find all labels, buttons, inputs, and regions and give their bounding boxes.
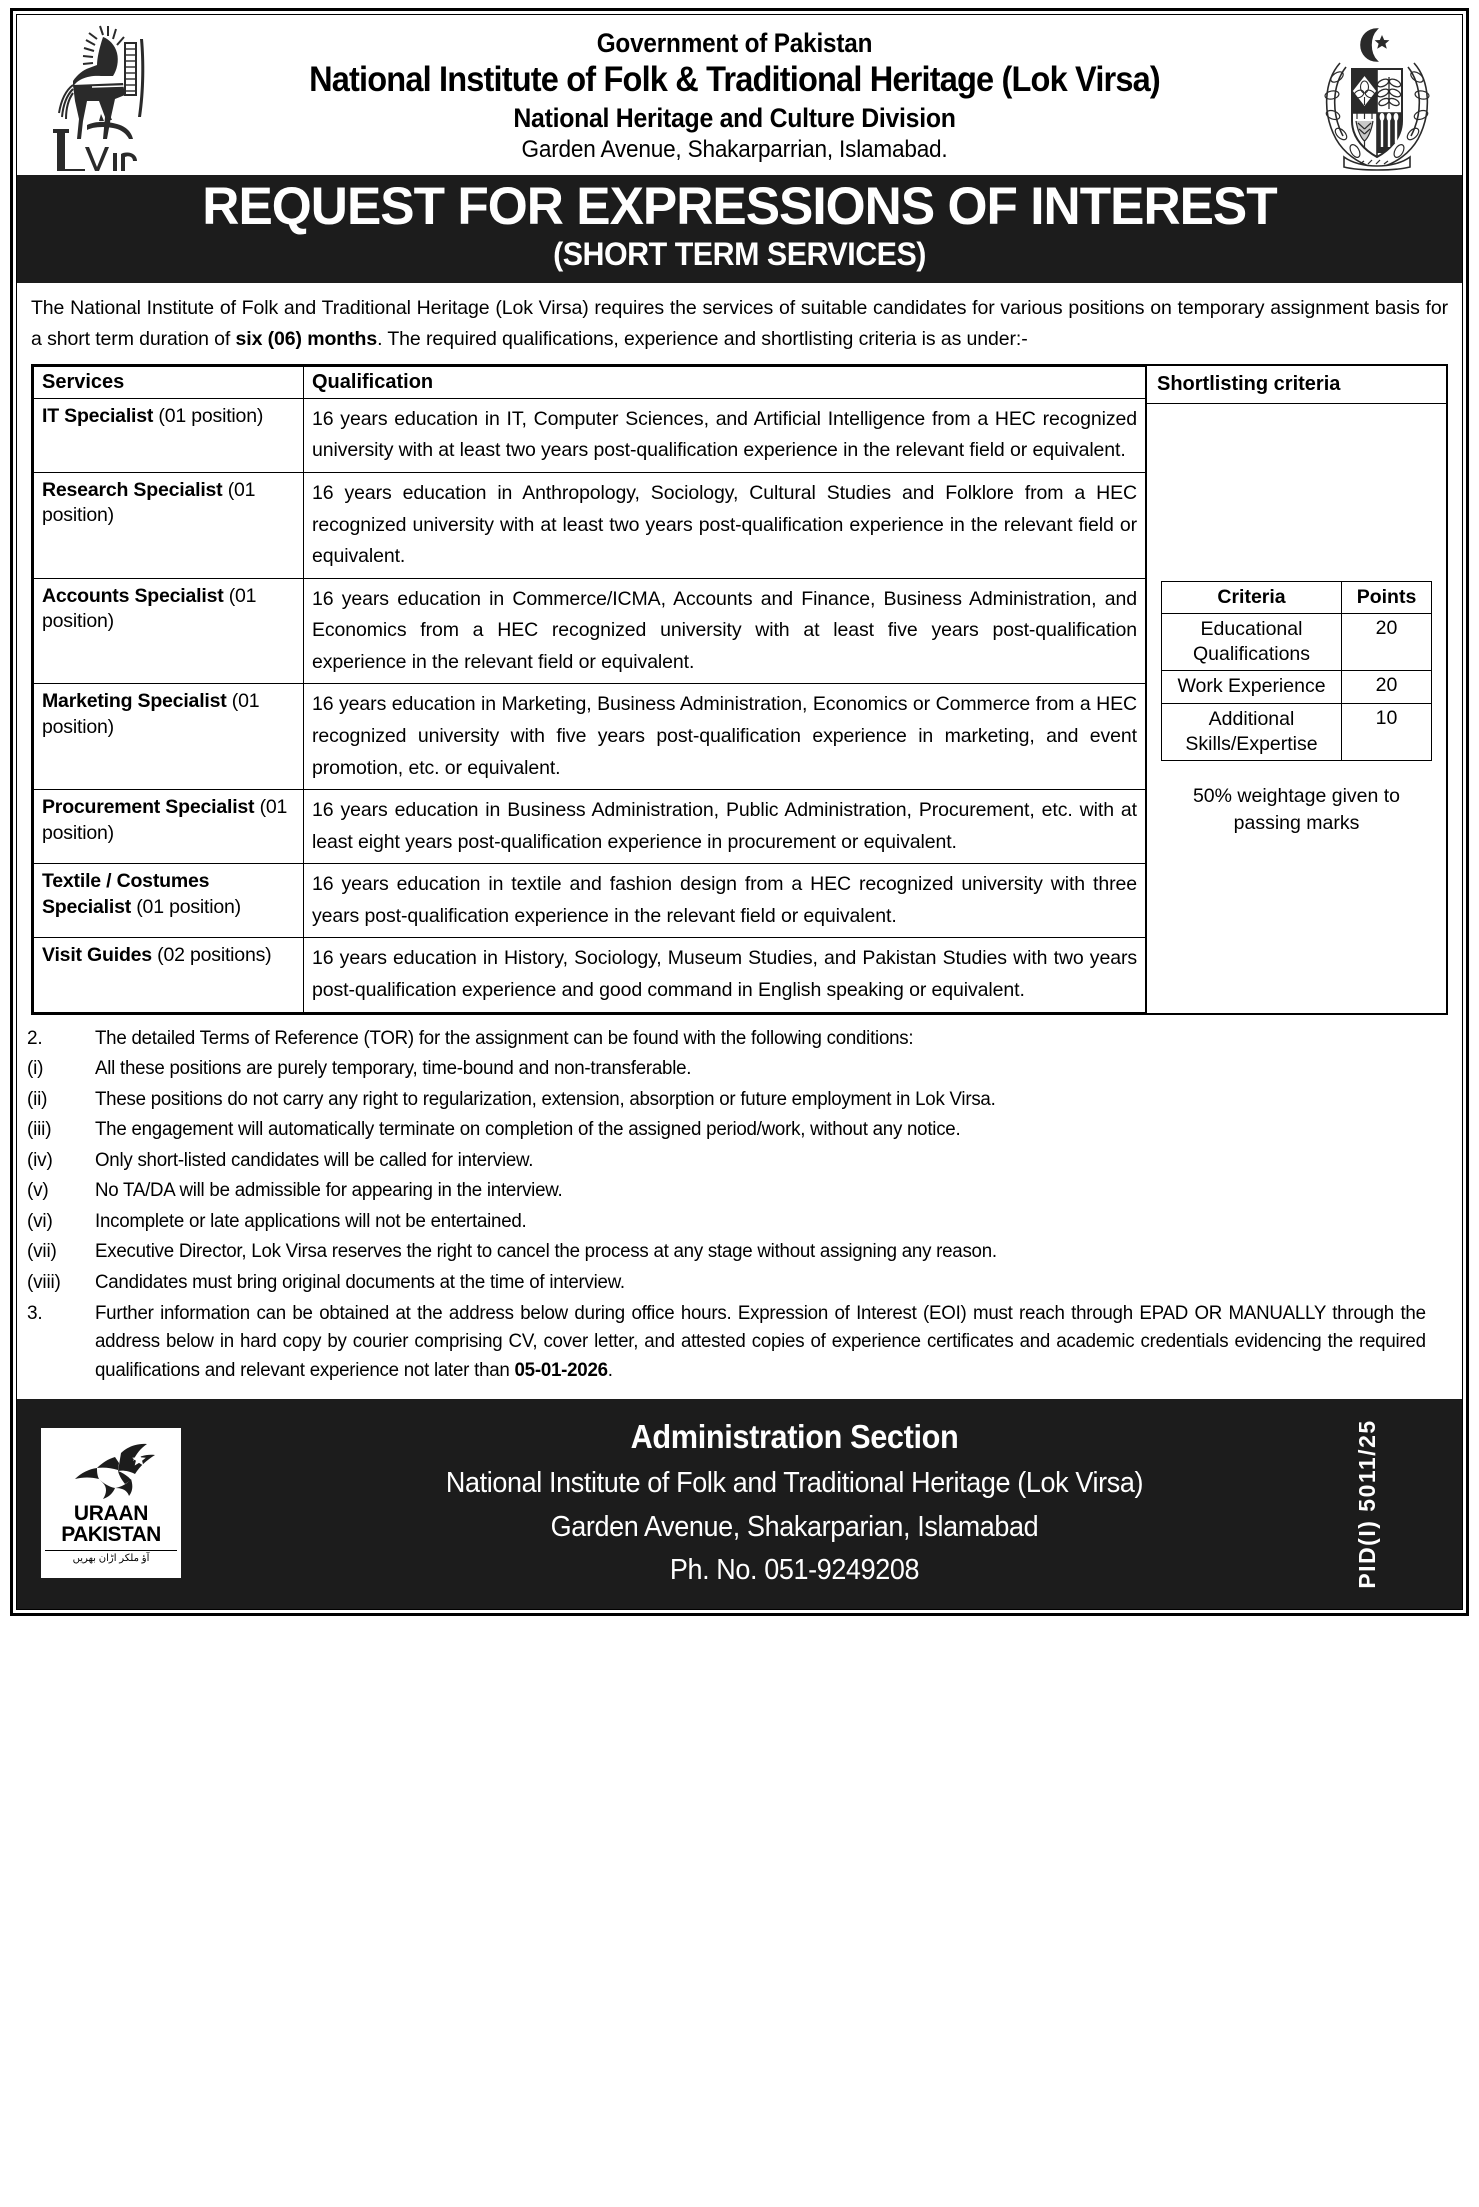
column-header-services: Services [34,366,304,398]
organization-line: National Institute of Folk & Traditional Heritage (Lok Virsa) [309,60,1160,100]
condition-item-iii [27,1116,1446,1144]
qualification-cell: 16 years education in History, Sociology, Museum Studies, and Pakistan Studies with two years post-qualification experience and good command in English speaking or equivalent. [304,938,1146,1012]
service-cell [34,472,304,578]
condition-item-i [27,1055,1446,1083]
footer-contact-block [201,1416,1458,1590]
qualification-cell: 16 years education in Commerce/ICMA, Accounts and Finance, Business Administration, and Economics from a HEC recognized university with at least five years post-qualification experience in the relevant field or equivalent. [304,578,1146,684]
condition-number: (v) [27,1180,49,1202]
condition-text: Only short-listed candidates will be called for interview. [95,1149,534,1171]
service-positions: (01 position) [158,404,264,427]
condition-item-vii [27,1238,1446,1266]
condition-text [95,1300,1426,1387]
criteria-row [1162,671,1432,703]
condition-text-part1: Further information can be obtained at the address below during office hours. Expression of Interest (EOI) must reach through EPAD OR MANUALLY through the address below in hard copy by courier comprising CV, cover letter, and attested copies of experience certificates and academic credentials evidencing the required qualifications and relevant experience not later than [95,1302,1426,1382]
service-title: Marketing Specialist [42,690,232,713]
condition-text: No TA/DA will be admissible for appearing in the interview. [95,1180,563,1202]
pakistan-state-emblem [1302,21,1452,171]
service-title: Research Specialist [42,478,228,501]
shortlisting-column [1146,366,1446,1013]
condition-text: All these positions are purely temporary, time-bound and non-transferable. [95,1058,692,1080]
qualification-cell: 16 years education in IT, Computer Sciences, and Artificial Intelligence from a HEC recognized university with at least two years post-qualification experience in the relevant field or equivalent. [304,398,1146,472]
service-cell [34,684,304,790]
condition-number: (i) [27,1058,44,1080]
weightage-note: 50% weightage given to passing marks [1192,785,1401,834]
condition-number: (iv) [27,1149,53,1171]
banner-subtitle: (SHORT TERM SERVICES) [553,235,926,272]
table-row [34,684,1146,790]
document-body [17,283,1462,1019]
service-positions: (01 position) [42,584,257,633]
service-positions: (01 position) [42,690,260,738]
condition-item-3 [27,1300,1446,1387]
condition-number: (ii) [27,1088,48,1110]
condition-text: The detailed Terms of Reference (TOR) for the assignment can be found with the following conditions: [95,1027,914,1049]
condition-item-vi [27,1208,1446,1236]
table-row [34,398,1146,472]
criteria-label: Work Experience [1162,671,1342,703]
qualification-cell: 16 years education in Marketing, Business Administration, Economics or Commerce from a HEC recognized university with five years post-qualification experience in marketing, and event promotion, etc. or equivalent. [304,684,1146,790]
service-positions: (01 position) [42,478,256,527]
government-line: Government of Pakistan [596,28,873,59]
table-row [34,864,1146,938]
criteria-column-header: Criteria [1162,581,1342,613]
main-banner [17,175,1462,283]
service-positions: (01 position) [136,895,241,918]
inner-border [16,14,1463,1610]
uraan-line1: URAAN [73,1501,149,1525]
intro-bold-duration: six (06) months [235,328,378,351]
criteria-points: 20 [1342,613,1432,671]
deadline-date: 05-01-2026 [514,1360,608,1382]
condition-text: Candidates must bring original documents at the time of interview. [95,1272,625,1293]
condition-item-v [27,1177,1446,1205]
condition-number: 3. [27,1302,43,1324]
document-footer [17,1399,1462,1609]
condition-text: These positions do not carry any right to regularization, extension, absorption or future employment in Lok Virsa. [95,1088,996,1110]
document-header [17,15,1462,175]
points-column-header: Points [1342,581,1432,613]
condition-text-part2: . [607,1360,613,1382]
service-title: Textile / Costumes Specialist [42,870,210,918]
table-row [34,472,1146,578]
table-row [34,578,1146,684]
division-line: National Heritage and Culture Division [513,102,956,133]
outer-border [10,8,1469,1616]
lok-virsa-logo [27,21,167,171]
qualification-cell: 16 years education in Business Administration, Public Administration, Procurement, etc. with at least eight years post-qualification experience in procurement or equivalent. [304,790,1146,864]
condition-number: (iii) [27,1119,52,1141]
table-row [34,938,1146,1012]
criteria-header-row [1162,581,1432,613]
service-title: Procurement Specialist [42,796,260,819]
eagle-icon [63,1443,159,1501]
qualification-cell: 16 years education in textile and fashion design from a HEC recognized university with three years post-qualification experience in the relevant field or equivalent. [304,864,1146,938]
banner-title: REQUEST FOR EXPRESSIONS OF INTEREST [202,177,1277,236]
condition-item-2 [27,1025,1446,1053]
column-header-shortlisting: Shortlisting criteria [1147,366,1446,404]
criteria-row [1162,703,1432,761]
footer-organization-name: National Institute of Folk and Traditional Heritage (Lok Virsa) [445,1467,1144,1500]
criteria-row [1162,613,1432,671]
intro-paragraph [31,293,1448,356]
services-table-wrapper [31,364,1448,1015]
footer-address: Garden Avenue, Shakarparian, Islamabad [550,1510,1039,1543]
service-title: Visit Guides [42,944,158,967]
service-cell [34,864,304,938]
criteria-points: 20 [1342,671,1432,703]
condition-number: (viii) [27,1272,61,1293]
intro-part1: The National Institute of Folk and Traditional Heritage (Lok Virsa) requires the services of suitable candidates for various positions on temporary assignment basis for a short term duration of [31,296,1448,351]
uraan-pakistan-logo [21,1428,201,1578]
header-address-line: Garden Avenue, Shakarparrian, Islamabad. [521,135,948,163]
condition-item-ii [27,1086,1446,1114]
criteria-points-table [1161,581,1432,762]
condition-number: (vii) [27,1241,57,1263]
condition-item-iv [27,1147,1446,1175]
condition-number: (vi) [27,1210,53,1232]
service-cell [34,938,304,1012]
table-row [34,790,1146,864]
service-positions: (02 positions) [157,944,272,967]
admin-section-title: Administration Section [630,1418,959,1456]
condition-text: Executive Director, Lok Virsa reserves the right to cancel the process at any stage without assigning any reason. [95,1241,997,1263]
services-table [33,366,1146,1013]
footer-phone: Ph. No. 051-9249208 [669,1554,920,1587]
header-titles [167,28,1302,164]
condition-item-viii [27,1269,1446,1297]
criteria-table-body [1162,613,1432,761]
shortlisting-content [1147,404,1446,1013]
criteria-label: Educational Qualifications [1162,613,1342,671]
uraan-line2: PAKISTAN [61,1523,161,1547]
pid-number: PID(I) 5011/25 [1353,1419,1380,1589]
service-title: IT Specialist [42,404,159,427]
qualification-cell: 16 years education in Anthropology, Sociology, Cultural Studies and Folklore from a HEC recognized university with at least two years post-qualification experience in the relevant field or equivalent. [304,472,1146,578]
condition-text: Incomplete or late applications will not be entertained. [95,1210,527,1232]
service-cell [34,790,304,864]
uraan-urdu-tagline: آؤ ملکر اڑان بھریں [45,1550,177,1564]
services-table-body [34,398,1146,1012]
condition-text: The engagement will automatically terminate on completion of the assigned period/work, without any notice. [95,1119,961,1141]
service-cell [34,578,304,684]
service-positions: (01 position) [42,796,288,844]
column-header-qualification: Qualification [304,366,1146,398]
table-header-row [34,366,1146,398]
service-cell [34,398,304,472]
criteria-points: 10 [1342,703,1432,761]
service-title: Accounts Specialist [42,584,229,607]
conditions-list [17,1019,1462,1400]
criteria-label: Additional Skills/Expertise [1162,703,1342,761]
condition-number: 2. [27,1027,43,1049]
intro-part2: . The required qualifications, experience and shortlisting criteria is as under:- [377,328,1028,351]
